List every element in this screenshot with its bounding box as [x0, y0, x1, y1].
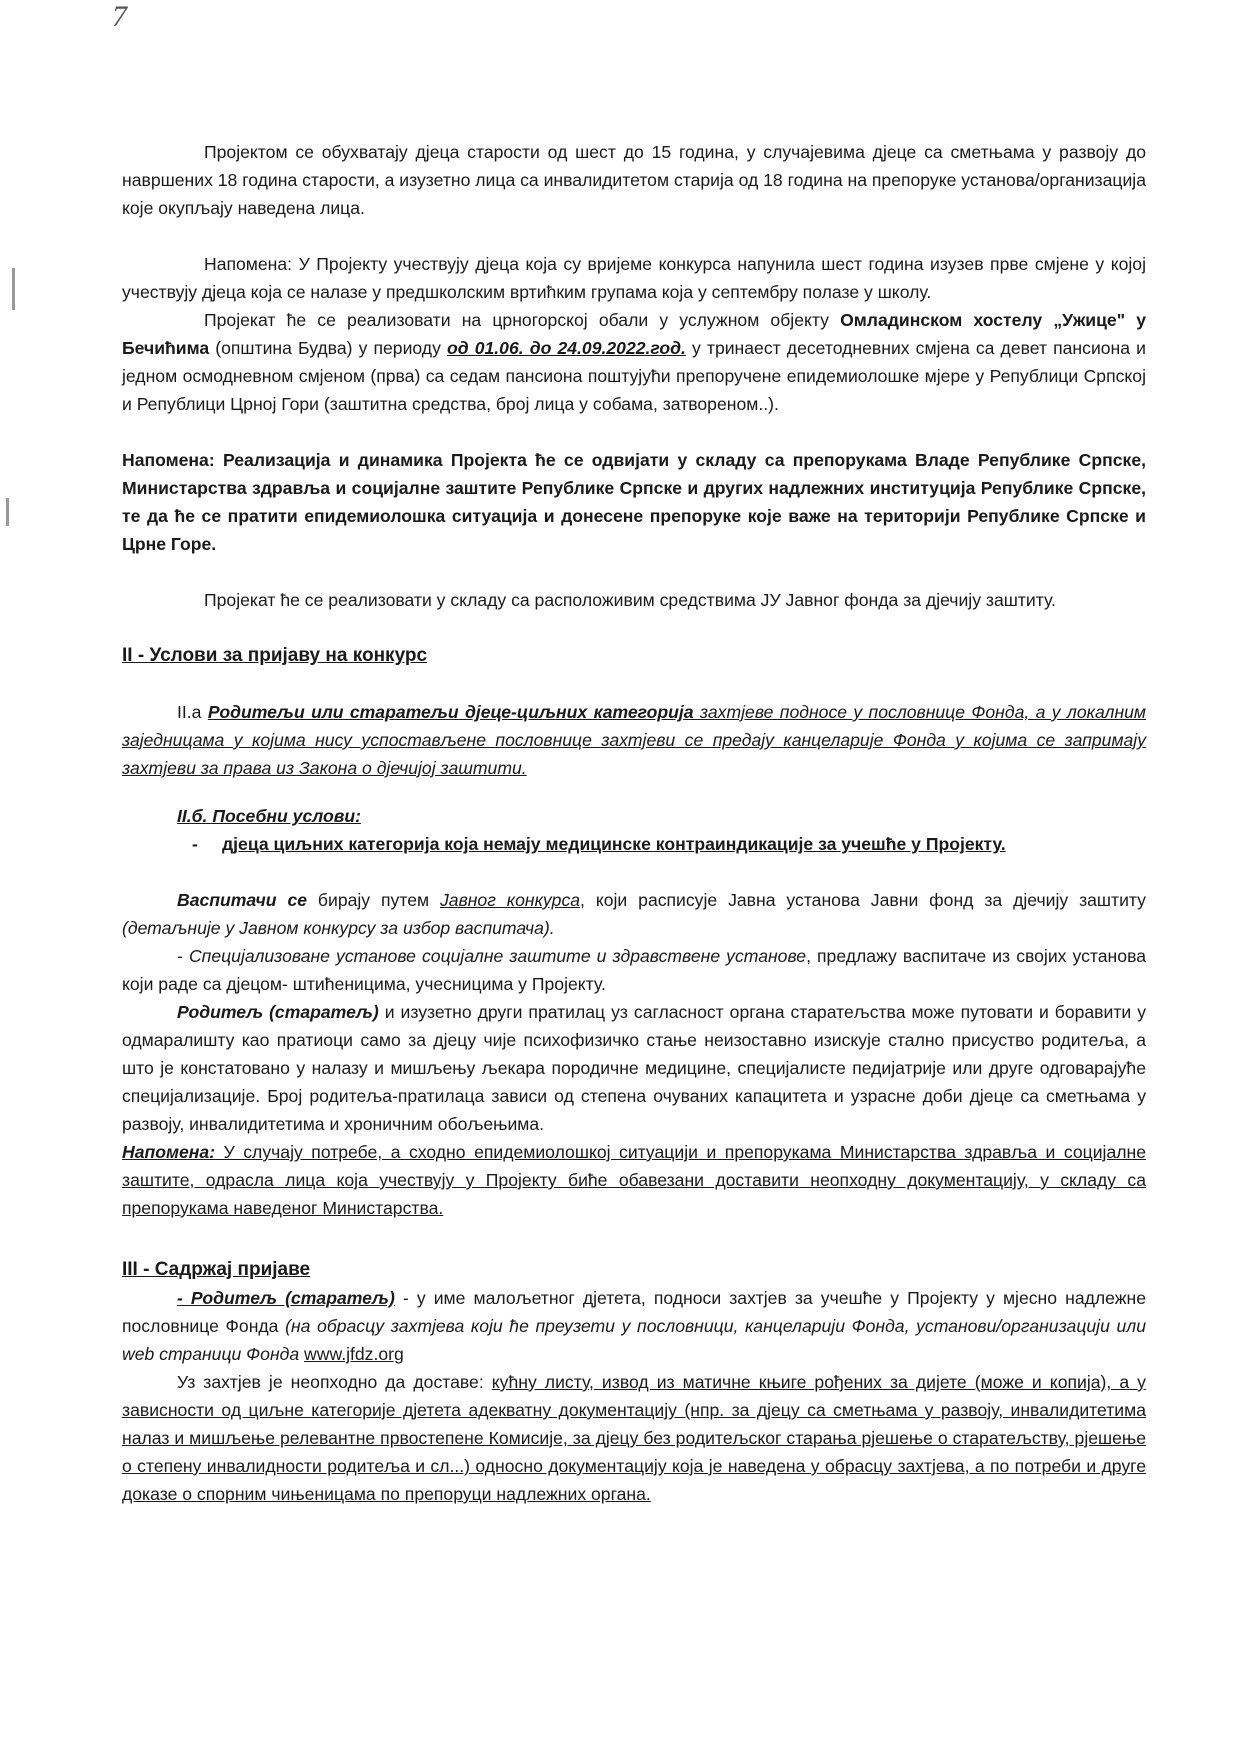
project-period: од 01.06. до 24.09.2022.год. [446, 338, 686, 358]
institutions-paragraph: - Специјализоване установе социјалне заштите и здравствене установе, предлажу васпитаче из својих установа који раде са дјецом- штићеницима, учесницима у Пројекту. [122, 946, 1146, 994]
section-2b-item: - дјеца циљних категорија која немају медицинске контраиндикације за учешће у Пројекту. [192, 834, 1006, 854]
application-paragraph: - Родитељ (старатељ) - у име малољетног дјетета, подноси захтјев за учешће у Пројекту у мјесно надлежне пословнице Фонда (на обрасцу захтјева који ће преузети у пословници, канцеларији Фонда, установи/организацији или web страници Фонда www.jfdz.org [122, 1288, 1147, 1364]
document-body [122, 138, 1146, 1508]
important-note-paragraph: Напомена: Реализација и динамика Пројекта ће се одвијати у складу са препорукама Владе Републике Српске, Министарства здравља и социјалне заштите Републике Српске и других надлежних институција Републике Српске, те да ће се пратити епидемиолошка ситуација и донесене препоруке које важе на територији Републике Српске и Црне Горе. [122, 450, 1146, 554]
project-location-paragraph: Пројекат ће се реализовати на црногорској обали у услужном објекту Омладинском хостелу „Ужице" у Бечићима (општина Будва) у периоду од 01.06. до 24.09.2022.год. у тринаест десетодневних смјена са девет пансиона и једном осмодневном смјеном (прва) са седам пансиона поштујући препоручене епидемиолошке мјере у Републици Српској и Републици Црној Гори (заштитна средства, број лица у собама, затвореном..). [122, 310, 1146, 414]
section-3-heading: III - Садржај пријаве [122, 1259, 311, 1280]
section-2a-paragraph: II.а Родитељи или старатељи дјеце-циљних категорија захтјеве подносе у пословнице Фонда, а у локалним заједницама у којима нису успостављене пословнице захтјеви се предају канцеларије Фонда у којима се запримају захтјеви за права из Закона о дјечијој заштити. [122, 702, 1146, 778]
intro-paragraph: Пројектом се обухватају дјеца старости од шест до 15 година, у случајевима дјеце са сметњама у развоју до навршених 18 година старости, а изузетно лица са инвалидитетом старија од 18 година на препоруке установа/организација које окупљају наведена лица. [122, 142, 1147, 218]
section-2-heading: II - Услови за пријаву на конкурс [122, 645, 428, 666]
page-number: 7 [112, 0, 127, 33]
funding-paragraph: Пројекат ће се реализовати у складу са расположивим средствима ЈУ Јавног фонда за дјечију заштиту. [204, 590, 1056, 610]
parent-paragraph: Родитељ (старатељ) и изузетно други пратилац уз сагласност органа старатељства може путовати и боравити у одмаралишту као пратиоци само за дјецу чије психофизичко стање неизоставно изискује стално присуство родитеља, а што је констатовано у налазу и мишљењу љекара породичне медицине, специјалисте педијатрије или друге одговарајуће специјализације. Број родитеља-пратилаца зависи од степена очуваних капацитета и узрасне доби дјеце са сметњама у развоју, инвалидитетима и хроничним обољењима. [122, 1002, 1146, 1134]
hostel-name: Омладинском хостелу „Ужице" у Бечићима [122, 310, 1146, 358]
margin-mark [12, 268, 15, 310]
fund-website-link[interactable]: www.jfdz.org [304, 1344, 404, 1364]
educators-paragraph: Васпитачи се бирају путем Јавног конкурса, који расписује Јавна установа Јавни фонд за дјечију заштиту (детаљније у Јавном конкурсу за избор васпитача). [122, 890, 1146, 938]
note-paragraph: Напомена: У Пројекту учествују дјеца која су вријеме конкурса напунила шест година изузев прве смјене у којој учествују дјеца која се налазе у предшколским вртићким групама која у септембру полазе у школу. [122, 254, 1146, 302]
section-2b-heading: II.б. Посебни услови: [177, 806, 361, 826]
margin-mark [6, 498, 9, 526]
section-2-note: Напомена: У случају потребе, а сходно епидемиолошкој ситуацији и препорукама Министарства здравља и социјалне заштите, одрасла лица која учествују у Пројекту биће обавезани доставити неопходну документацију, у складу са препорукама наведеног Министарства. [122, 1142, 1146, 1218]
required-documents-paragraph: Уз захтјев је неопходно да доставе: кућну листу, извод из матичне књиге рођених за дијете (може и копија), а у зависности од циљне категорије дјетета адекватну документацију (нпр. за дјецу са сметњама у развоју, инвалидитетима налаз и мишљење релевантне првостепене Комисије, за дјецу без родитељског старања рјешење о старатељству, рјешење о степену инвалидности родитеља и сл...) односно документацију која је наведена у обрасцу захтјева, а по потреби и друге доказе о спорним чињеницама по препоруци надлежних органа. [122, 1372, 1146, 1504]
